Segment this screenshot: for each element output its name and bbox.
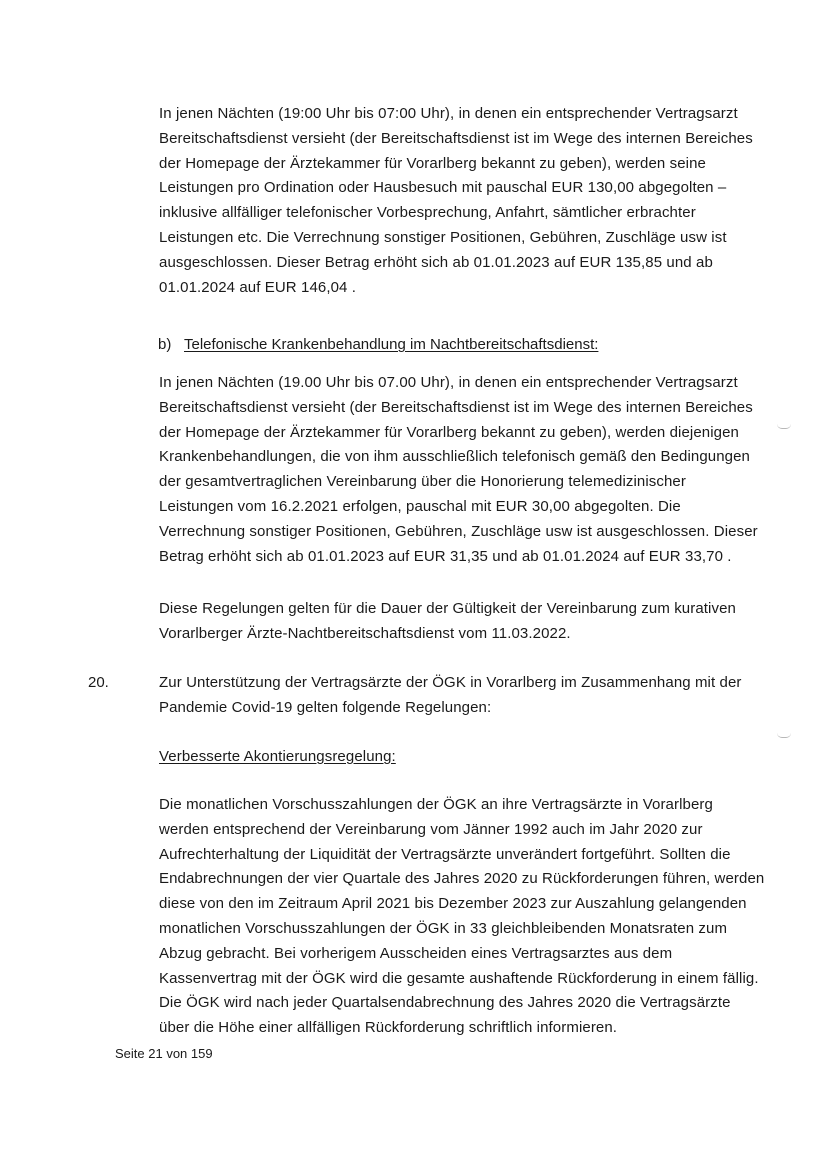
text-line: Vorarlberger Ärzte-Nachtbereitschaftsdienst vom 11.03.2022. [159, 624, 571, 642]
section-title: Telefonische Krankenbehandlung im Nachtbereitschaftsdienst: [184, 336, 599, 353]
text-line: Bereitschaftsdienst versieht (der Bereitschaftsdienst ist im Wege des internen Bereiches [159, 129, 753, 147]
text-line: über die Höhe einer allfälligen Rückforderung schriftlich informieren. [159, 1019, 618, 1037]
text-line: der Homepage der Ärztekammer für Vorarlberg bekannt zu geben), werden diejenigen [159, 423, 739, 441]
text-line: Endabrechnungen der vier Quartale des Jahres 2020 zu Rückforderungen führen, werden [159, 870, 765, 888]
text-line: Krankenbehandlungen, die von ihm ausschließlich telefonisch gemäß den Bedingungen [159, 448, 750, 466]
text-line: Betrag erhöht sich ab 01.01.2023 auf EUR 31,35 und ab 01.01.2024 auf EUR 33,70 . [159, 547, 732, 565]
scan-mark [777, 733, 791, 738]
text-line: 01.01.2024 auf EUR 146,04 . [159, 278, 357, 296]
text-line: werden entsprechend der Vereinbarung vom Jänner 1992 auch im Jahr 2020 zur [159, 820, 703, 838]
subheading-advance-payment [159, 745, 759, 770]
text-line: Die ÖGK wird nach jeder Quartalsendabrechnung des Jahres 2020 die Vertragsärzte [159, 994, 731, 1012]
paragraph-advance-payments [159, 793, 765, 1041]
text-line: der gesamtvertraglichen Vereinbarung über die Honorierung telemedizinischer [159, 473, 686, 491]
text-line: Kassenvertrag mit der ÖGK wird die gesamte aushaftende Rückforderung in einem fällig. [159, 969, 759, 987]
text-line: Abzug gebracht. Bei vorherigem Ausscheiden eines Vertragsarztes aus dem [159, 944, 673, 962]
text-line: Diese Regelungen gelten für die Dauer der Gültigkeit der Vereinbarung zum kurativen [159, 600, 736, 617]
paragraph-telephone-treatment [159, 371, 759, 569]
text-line: Verrechnung sonstiger Positionen, Gebühren, Zuschläge usw ist ausgeschlossen. Dieser [159, 522, 758, 540]
text-line: Die monatlichen Vorschusszahlungen der ÖGK an ihre Vertragsärzte in Vorarlberg [159, 796, 713, 813]
paragraph-covid-support [159, 671, 759, 721]
text-line: In jenen Nächten (19:00 Uhr bis 07:00 Uhr), in denen ein entsprechender Vertragsarzt [159, 105, 738, 122]
paragraph-night-service-fee [159, 102, 759, 300]
text-line: monatlichen Vorschusszahlungen der ÖGK in 33 gleichbleibenden Monatsraten zum [159, 919, 728, 937]
text-line: Zur Unterstützung der Vertragsärzte der ÖGK in Vorarlberg im Zusammenhang mit der [159, 674, 742, 691]
text-line: inklusive allfälliger telefonischer Vorbesprechung, Anfahrt, sämtlicher erbrachter [159, 204, 696, 222]
item-number: 20. [88, 674, 109, 691]
subheading-text: Verbesserte Akontierungsregelung: [159, 748, 396, 765]
text-line: Pandemie Covid-19 gelten folgende Regelungen: [159, 698, 492, 716]
section-heading-b [158, 333, 598, 357]
text-line: der Homepage der Ärztekammer für Vorarlberg bekannt zu geben), werden seine [159, 154, 706, 172]
list-marker: b) [158, 336, 172, 353]
text-line: diese von den im Zeitraum April 2021 bis Dezember 2023 zur Auszahlung gelangenden [159, 895, 747, 913]
text-line: Leistungen pro Ordination oder Hausbesuch mit pauschal EUR 130,00 abgegolten – [159, 179, 727, 197]
text-line: Bereitschaftsdienst versieht (der Bereitschaftsdienst ist im Wege des internen Bereiches [159, 398, 753, 416]
page-number-footer: Seite 21 von 159 [115, 1046, 213, 1061]
paragraph-validity [159, 597, 759, 647]
scan-mark [777, 424, 791, 429]
text-line: In jenen Nächten (19.00 Uhr bis 07.00 Uhr), in denen ein entsprechender Vertragsarzt [159, 374, 738, 391]
text-line: Leistungen etc. Die Verrechnung sonstiger Positionen, Gebühren, Zuschläge usw ist [159, 228, 727, 246]
text-line: ausgeschlossen. Dieser Betrag erhöht sich ab 01.01.2023 auf EUR 135,85 und ab [159, 253, 713, 271]
text-line: Aufrechterhaltung der Liquidität der Vertragsärzte unverändert fortgeführt. Sollten die [159, 845, 731, 863]
text-line: Leistungen vom 16.2.2021 erfolgen, pauschal mit EUR 30,00 abgegolten. Die [159, 497, 681, 515]
